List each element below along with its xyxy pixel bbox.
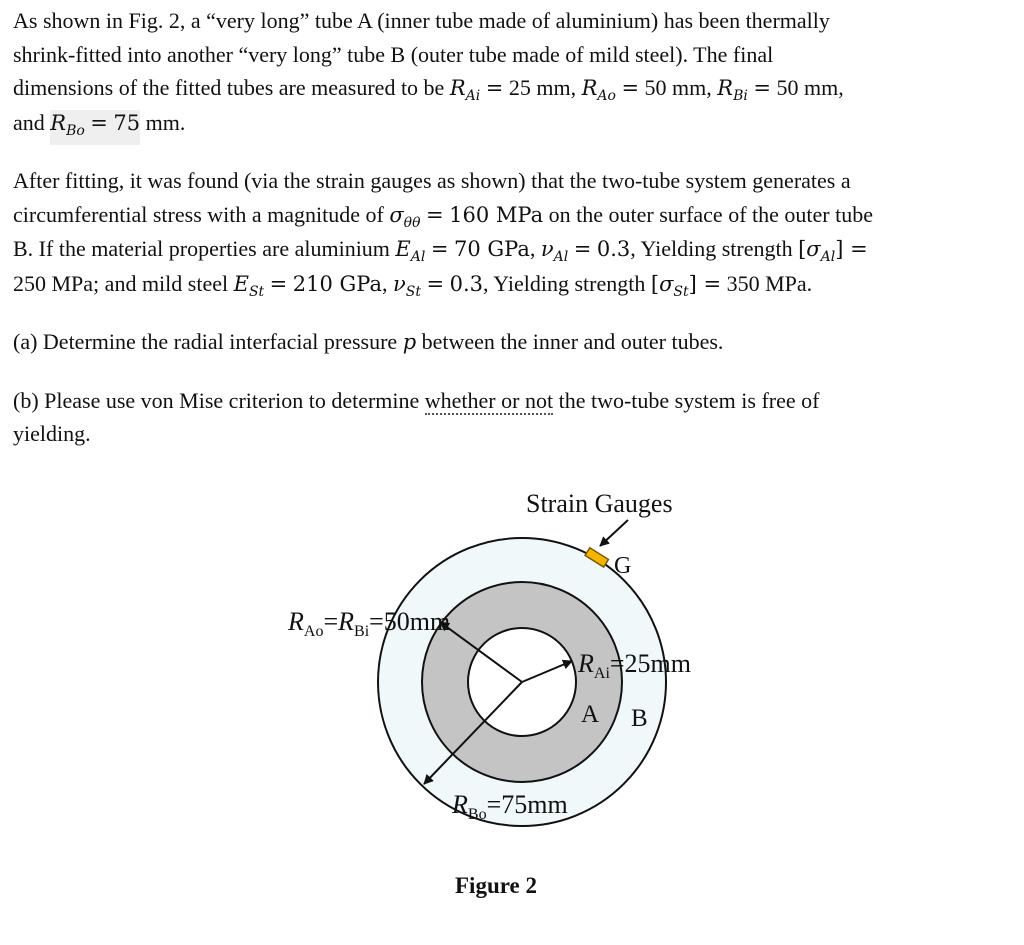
part-a-text-end: between the inner and outer tubes. xyxy=(416,329,724,354)
p2-line-1: After fitting, it was found (via the strain gauges as shown) that the two-tube system generates a xyxy=(13,168,851,193)
nu-st-value: 0.3 xyxy=(449,271,484,296)
r-bo-unit: mm. xyxy=(145,109,186,135)
p2-line-3-text: B. If the material properties are aluminium xyxy=(13,236,396,261)
part-b-line-1 xyxy=(13,384,1013,418)
part-a-text: (a) Determine the radial interfacial pressure xyxy=(13,329,403,354)
r-ai-value: 25 mm xyxy=(508,75,571,100)
label-r-ai-value: =25mm xyxy=(609,649,692,678)
p2-line-2: circumferential stress with a magnitude of $\sigma_{\theta\theta} = 160$ MPa on the outer surface of the outer tube xyxy=(13,201,873,231)
e-st-value: 210 GPa xyxy=(292,271,383,296)
stress-value: 160 MPa xyxy=(449,202,544,227)
problem-text xyxy=(13,4,1013,475)
yield-label-2: Yielding strength xyxy=(493,270,646,296)
part-a xyxy=(13,325,1013,360)
figure-2 xyxy=(0,470,1024,945)
part-b-text-end: the two-tube system is free of xyxy=(553,387,820,413)
label-r-bo-value: =75mm xyxy=(486,790,568,819)
sigma-al-value: 250 MPa; and mild steel xyxy=(13,270,234,296)
p1-line-3: dimensions of the fitted tubes are measured to be $R_{Ai} = 25$ mm, $R_{Ao} = 50$ mm, $R_{Bi} = 50$ mm, xyxy=(13,75,844,104)
tube-b-label: B xyxy=(631,705,648,732)
part-b-text: (b) Please use von Mise criterion to determine xyxy=(13,387,425,413)
p2-line-2-end: on the outer surface of the outer tube xyxy=(543,201,873,227)
p2-line-2-text: circumferential stress with a magnitude of xyxy=(13,201,390,227)
paragraph-1 xyxy=(13,4,1013,140)
nu-al-value: 0.3 xyxy=(596,237,631,261)
label-r-ao-r-bi: $R_{Ao}=R_{Bi}=50mm$ xyxy=(288,607,451,640)
p2-line-3: B. If the material properties are aluminium $E_{Al} = 70$ GPa, $\nu_{Al} = 0.3$, Yielding strength $[\sigma_{Al}]$ = xyxy=(13,236,868,265)
part-b-line-2: yielding. xyxy=(13,421,91,446)
tube-a-label: A xyxy=(581,701,600,728)
label-r-bo: $R_{Bo}=75mm$ xyxy=(452,790,568,823)
part-b xyxy=(13,384,1013,451)
figure-caption: Figure 2 xyxy=(455,873,537,898)
part-a-line: (a) Determine the radial interfacial pressure p between the inner and outer tubes. xyxy=(13,329,724,354)
whether-or-not-underlined: whether or not xyxy=(424,387,554,413)
label-r-ai: $R_{Ai}=25mm$ xyxy=(578,649,692,682)
paragraph-2 xyxy=(13,164,1013,301)
gauge-label: G xyxy=(614,553,632,579)
p1-line-4-text: and xyxy=(13,109,51,135)
label-r-ao-value: =50mm xyxy=(369,607,451,636)
e-al-value: 70 GPa xyxy=(453,237,530,261)
p1-line-2: shrink-fitted into another “very long” tube B (outer tube made of mild steel). The final xyxy=(13,41,774,67)
r-ao-value: 50 mm xyxy=(644,75,707,100)
yield-label-1: Yielding strength xyxy=(640,236,793,261)
gauge-arrow xyxy=(600,520,628,546)
p1-line-3-text: dimensions of the fitted tubes are measured to be xyxy=(13,75,450,100)
r-bi-value: 50 mm xyxy=(776,75,839,100)
p1-line-4: and $R_{Bo} = 75$ mm. xyxy=(13,106,1013,141)
strain-gauges-label: Strain Gauges xyxy=(526,489,673,518)
p2-line-4: 250 MPa; and mild steel $E_{St} = 210$ GPa, $\nu_{St} = 0.3$, Yielding strength $[\sigma_{St}] = 350$ MPa. xyxy=(13,270,813,300)
sigma-st-value: 350 MPa. xyxy=(726,270,813,296)
p1-line-1: As shown in Fig. 2, a “very long” tube A (inner tube made of aluminium) has been thermally xyxy=(13,8,830,33)
